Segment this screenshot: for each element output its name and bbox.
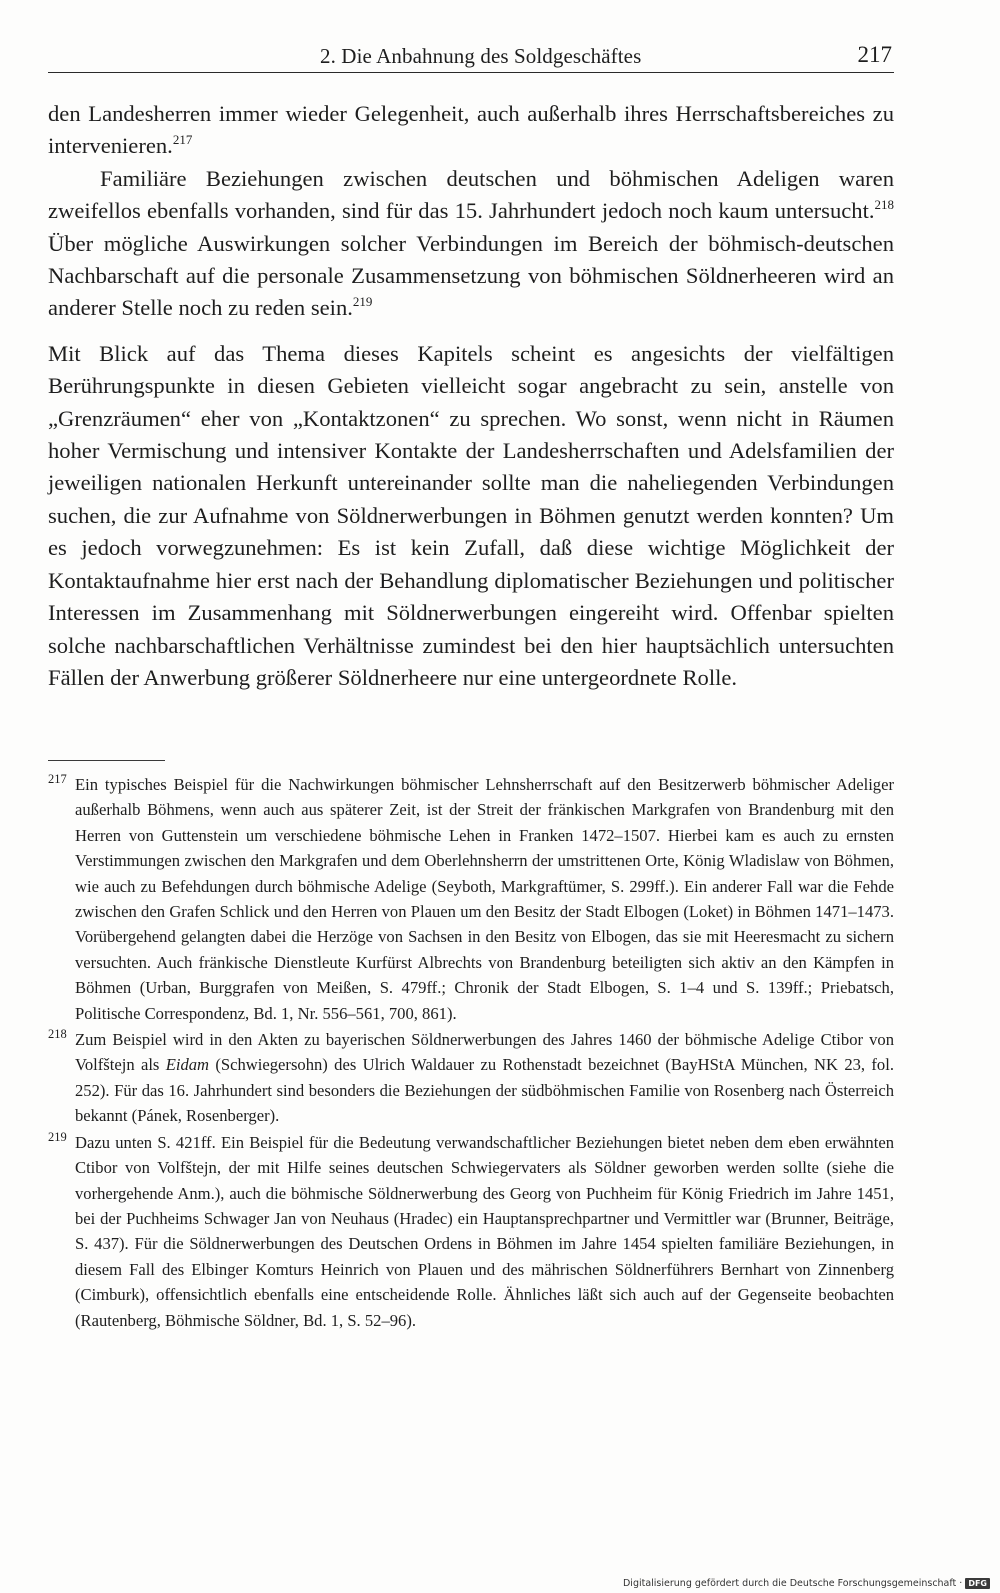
footnote-number: 217 (48, 772, 67, 786)
footnote-ref-218[interactable]: 218 (874, 197, 894, 213)
footnote-217 (48, 772, 894, 1026)
paragraph-1 (48, 98, 894, 163)
digitization-credit (623, 1578, 990, 1589)
footnote-separator (48, 760, 165, 761)
paragraph-2 (48, 163, 894, 325)
footnote-ref-217[interactable]: 217 (172, 132, 193, 148)
page-number: 217 (857, 42, 892, 67)
footnote-219 (48, 1130, 894, 1333)
footnote-emphasis: Eidam (165, 1055, 210, 1075)
footnote-text: Dazu unten S. 421ff. Ein Beispiel für die Bedeutung verwandschaftlicher Beziehungen bietet neben dem eben erwähnten Ctibor von Volfštejn, der mit Hilfe seines deutschen Schwiegervaters als Söldner geworben werden sollte (siehe die vorhergehende Anm.), auch die böhmische Söldnerwerbung des Georg von Puchheim für König Friedrich im Jahre 1451, bei der Puchheims Schwager Jan von Neuhaus (Hradec) ein Hauptansprechpartner und Vermittler war (Brunner, Beiträge, S. 437). Für die Söldnerwerbungen des Deutschen Ordens in Böhmen im Jahre 1454 spielten familiäre Beziehungen, in diesem Fall des Elbinger Komturs Heinrich von Plauen und des mährischen Söldnerführers Bernhart von Zinnenberg (Cimburk), offensichtlich ebenfalls eine entscheidende Rolle. Ähnliches läßt sich auch auf der Gegenseite beobachten (Rautenberg, Böhmische Söldner, Bd. 1, S. 52–96). (75, 1132, 894, 1330)
footnote-number: 218 (48, 1027, 67, 1042)
paragraph-2-text-b: Über mögliche Auswirkungen solcher Verbindungen im Bereich der böhmisch-deutschen Nachbarschaft auf die personale Zusammensetzung von böhmischen Söldnerheeren wird an anderer Stelle noch zu reden sein. (48, 230, 894, 321)
paragraph-3: Mit Blick auf das Thema dieses Kapitels scheint es angesichts der vielfältigen Berührungspunkte in diesen Gebieten vielleicht sogar angebracht zu sein, anstelle von „Grenzräumen“ eher von „Kontaktzonen“ zu sprechen. Wo sonst, wenn nicht in Räumen hoher Vermischung und intensiver Kontakte der Landesherrschaften und Adelsfamilien der jeweiligen nationalen Herkunft untereinander sollte man die naheliegenden Verbindungen suchen, die zur Aufnahme von Söldnerwerbungen in Böhmen genutzt werden konnten? Um es jedoch vorwegzunehmen: Es ist kein Zufall, daß diese wichtige Möglichkeit der Kontaktaufnahme hier erst nach der Behandlung diplomatischer Beziehungen und politischer Interessen im Zusammenhang mit Söldnerwerbungen eingereiht wird. Offenbar spielten solche nachbarschaftlichen Verhältnisse zumindest bei den hier hauptsächlich untersuchten Fällen der Anwerbung größerer Söldnerheere nur eine untergeordnete Rolle. (48, 340, 894, 690)
paragraph-2-text-a: Familiäre Beziehungen zwischen deutschen und böhmischen Adeligen waren zweifellos ebenfalls vorhanden, sind für das 15. Jahrhundert jedoch noch kaum untersucht. (48, 165, 894, 224)
paragraph-1-text: den Landesherren immer wieder Gelegenheit, auch außerhalb ihres Herrschaftsbereiches zu intervenieren. (48, 101, 894, 159)
footnotes (48, 772, 894, 1334)
footnote-218 (48, 1027, 894, 1129)
footnote-text: Ein typisches Beispiel für die Nachwirkungen böhmischer Lehnsherrschaft auf den Besitzerwerb böhmischer Adeliger außerhalb Böhmens, wenn auch aus späterer Zeit, ist der Streit der fränkischen Markgrafen von Brandenburg mit den Herren von Guttenstein um verschiedene böhmische Lehen in Franken 1472–1507. Hierbei kam es auch zu ernsten Verstimmungen zwischen den Markgrafen und dem Oberlehnsherrn der umstrittenen Orte, König Wladislaw von Böhmen, wie auch zu Befehdungen durch böhmische Adelige (Seyboth, Markgraftümer, S. 299ff.). Ein anderer Fall war die Fehde zwischen den Grafen Schlick und den Herren von Plauen um den Besitz der Stadt Elbogen (Loket) in Böhmen 1471–1473. Vorübergehend gelangten dabei die Herzöge von Sachsen in den Besitz von Elbogen, das sie mit Heeresmacht zu sichern versuchten. Auch fränkische Dienstleute Kurfürst Albrechts von Brandenburg beteiligten sich aktiv an den Kämpfen in Böhmen (Urban, Burggrafen von Meißen, S. 479ff.; Chronik der Stadt Elbogen, S. 1–4 und S. 139ff.; Priebatsch, Politische Correspondenz, Bd. 1, Nr. 556–561, 700, 861). (75, 775, 894, 1023)
running-title: 2. Die Anbahnung des Soldgeschäftes (320, 44, 642, 68)
footnote-text-end: (Schwiegersohn) des Ulrich Waldauer zu Rothenstadt bezeichnet (BayHStA München, NK 23, fol. 252). Für das 16. Jahrhundert sind besonders die Beziehungen der südböhmischen Familie von Rosenberg nach Österreich bekannt (Pánek, Rosenberger). (75, 1055, 894, 1126)
credit-text: Digitalisierung gefördert durch die Deutsche Forschungsgemeinschaft · (622, 1578, 963, 1589)
running-header (48, 42, 894, 73)
dfg-logo: DFG (965, 1578, 990, 1589)
footnote-text-start: Zum Beispiel wird in den Akten zu bayerischen Söldnerwerbungen des Jahres 1460 der böhmische Adelige Ctibor von Volfštejn als (75, 1030, 894, 1075)
main-text (48, 98, 894, 694)
footnote-number: 219 (48, 1129, 67, 1144)
footnote-ref-219[interactable]: 219 (352, 294, 373, 310)
